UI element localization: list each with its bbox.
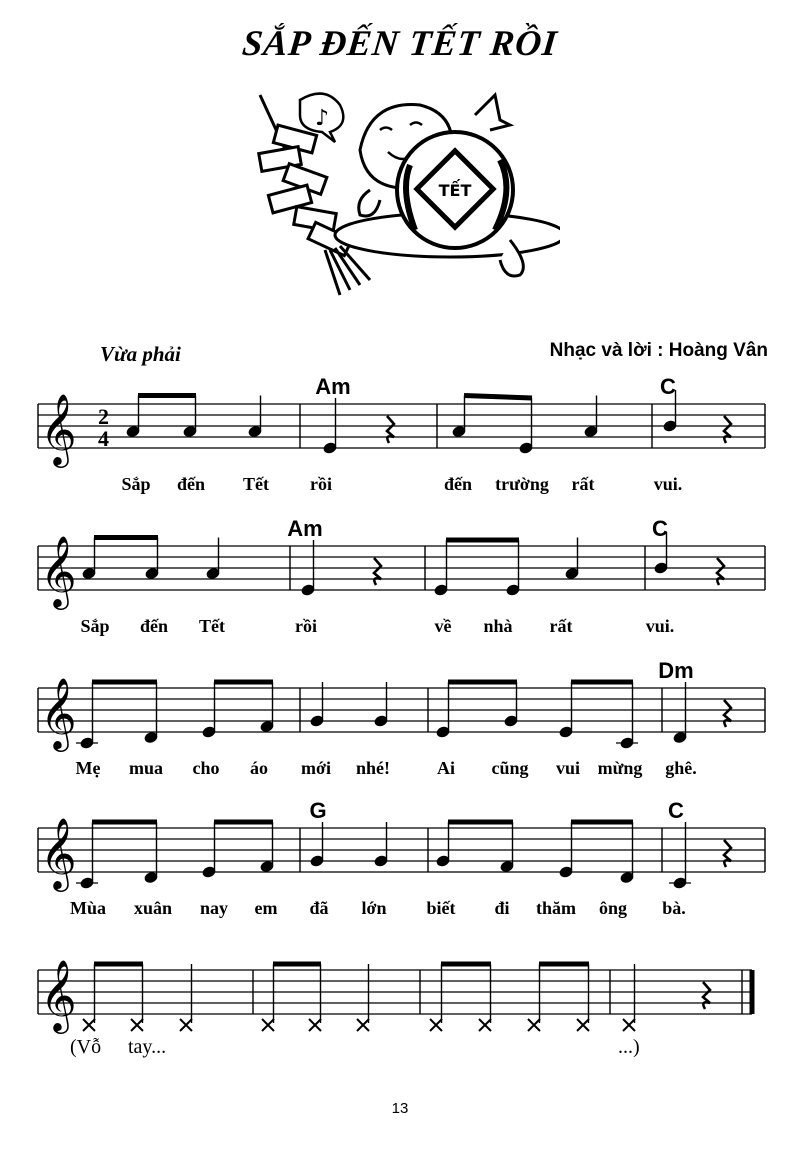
- notehead: [259, 860, 275, 874]
- lyric-word: đã: [309, 898, 329, 918]
- notehead: [201, 725, 217, 739]
- lyric-word: bà.: [662, 898, 686, 918]
- notehead: [205, 567, 221, 581]
- notehead: [125, 425, 141, 439]
- lyric-word: ...): [618, 1036, 640, 1058]
- lyric-word: mừng: [597, 758, 643, 778]
- treble-clef: 𝄞: [40, 676, 77, 749]
- clap-note: [623, 1019, 635, 1031]
- quarter-rest: [724, 840, 731, 867]
- notehead: [247, 425, 263, 439]
- notehead: [435, 854, 451, 868]
- svg-text:♪: ♪: [315, 106, 330, 131]
- notehead: [79, 736, 95, 750]
- lyric-word: vui.: [653, 474, 683, 494]
- notehead: [144, 567, 160, 581]
- quarter-rest: [717, 558, 724, 585]
- lyric-word: đến: [443, 474, 473, 494]
- clap-note: [131, 1019, 143, 1031]
- quarter-rest: [724, 700, 731, 727]
- lyric-word: rất: [571, 474, 595, 494]
- clap-note: [309, 1019, 321, 1031]
- notehead: [583, 425, 599, 439]
- chord-symbol: C: [652, 516, 668, 541]
- quarter-rest: [374, 558, 381, 585]
- chord-symbol: G: [309, 798, 327, 823]
- notehead: [435, 725, 451, 739]
- lyric-word: nhé!: [355, 758, 391, 778]
- clap-note: [479, 1019, 491, 1031]
- clap-note: [262, 1019, 274, 1031]
- chord-symbol: Am: [315, 374, 351, 399]
- lyric-word: nhà: [483, 616, 513, 636]
- time-signature-top: 2: [98, 404, 109, 429]
- lyric-word: áo: [250, 758, 268, 778]
- clap-note: [430, 1019, 442, 1031]
- notehead: [672, 876, 688, 890]
- chord-symbol: C: [660, 374, 676, 399]
- lyric-word: nay: [199, 898, 229, 918]
- lyric-word: Mùa: [70, 898, 106, 918]
- lyric-word: rồi: [310, 474, 332, 494]
- beam: [464, 396, 532, 399]
- lyric-word: đi: [494, 898, 510, 918]
- lyric-word: ông: [598, 898, 628, 918]
- lyric-word: ghê.: [665, 758, 697, 778]
- lyric-word: biết: [426, 898, 456, 918]
- lyric-word: mua: [128, 758, 164, 778]
- tet-label: TẾT: [438, 181, 472, 200]
- lyric-word: cho: [192, 758, 220, 778]
- notehead: [653, 561, 669, 575]
- notehead: [499, 860, 515, 874]
- time-signature-bottom: 4: [98, 426, 109, 451]
- notehead: [433, 583, 449, 597]
- notehead: [558, 725, 574, 739]
- notehead: [451, 425, 467, 439]
- lyric-word: lớn: [361, 898, 387, 918]
- notehead: [201, 865, 217, 879]
- chord-symbol: Dm: [658, 658, 694, 683]
- lyric-word: đến: [139, 616, 169, 636]
- notehead: [558, 865, 574, 879]
- notehead: [619, 871, 635, 885]
- quarter-rest: [724, 416, 731, 443]
- treble-clef: 𝄞: [40, 816, 77, 889]
- lyric-word: tay...: [128, 1036, 167, 1058]
- notehead: [259, 720, 275, 734]
- lyric-word: em: [254, 898, 278, 918]
- quarter-rest: [387, 416, 394, 443]
- lyric-word: (Vỗ: [70, 1036, 102, 1058]
- lyric-word: rồi: [295, 616, 317, 636]
- notehead: [662, 419, 678, 433]
- notehead: [672, 731, 688, 745]
- lyric-word: rất: [549, 616, 573, 636]
- notehead: [322, 441, 338, 455]
- lyric-word: thăm: [536, 898, 576, 918]
- boy-with-watermelon-illustration: [230, 90, 560, 310]
- chord-symbol: Am: [287, 516, 323, 541]
- lyric-word: Ai: [437, 758, 455, 778]
- notehead: [505, 583, 521, 597]
- tempo-marking: Vừa phải: [100, 342, 181, 366]
- lyric-word: Sắp: [121, 474, 151, 494]
- lyric-word: xuân: [133, 898, 173, 918]
- lyric-word: về: [434, 616, 452, 636]
- notehead: [143, 731, 159, 745]
- notehead: [79, 876, 95, 890]
- song-title: SẮP ĐẾN TẾT RỒI: [240, 23, 560, 63]
- notehead: [564, 567, 580, 581]
- lyric-word: vui.: [645, 616, 675, 636]
- chord-symbol: C: [668, 798, 684, 823]
- composer-credit: Nhạc và lời : Hoàng Vân: [549, 340, 768, 361]
- page-number: 13: [391, 1100, 409, 1117]
- quarter-rest: [703, 982, 710, 1009]
- notehead: [309, 854, 325, 868]
- notehead: [373, 854, 389, 868]
- clap-note: [83, 1019, 95, 1031]
- lyric-word: mới: [301, 758, 331, 778]
- notehead: [518, 441, 534, 455]
- treble-clef: 𝄞: [40, 958, 77, 1031]
- clap-note: [528, 1019, 540, 1031]
- notehead: [300, 583, 316, 597]
- treble-clef: 𝄞: [40, 392, 77, 465]
- lyric-word: Sắp: [80, 616, 110, 636]
- lyric-word: đến: [176, 474, 206, 494]
- lyric-word: Tết: [243, 474, 269, 494]
- notehead: [503, 714, 519, 728]
- clap-note: [180, 1019, 192, 1031]
- clap-note: [577, 1019, 589, 1031]
- treble-clef: 𝄞: [40, 534, 77, 607]
- clap-note: [357, 1019, 369, 1031]
- notehead: [143, 871, 159, 885]
- notehead: [373, 714, 389, 728]
- notehead: [182, 425, 198, 439]
- notehead: [619, 736, 635, 750]
- lyric-word: Tết: [199, 616, 225, 636]
- lyric-word: vui: [555, 758, 581, 778]
- lyric-word: cũng: [491, 758, 529, 778]
- lyric-word: Mẹ: [75, 758, 101, 778]
- notehead: [309, 714, 325, 728]
- lyric-word: trường: [495, 474, 549, 494]
- notehead: [81, 567, 97, 581]
